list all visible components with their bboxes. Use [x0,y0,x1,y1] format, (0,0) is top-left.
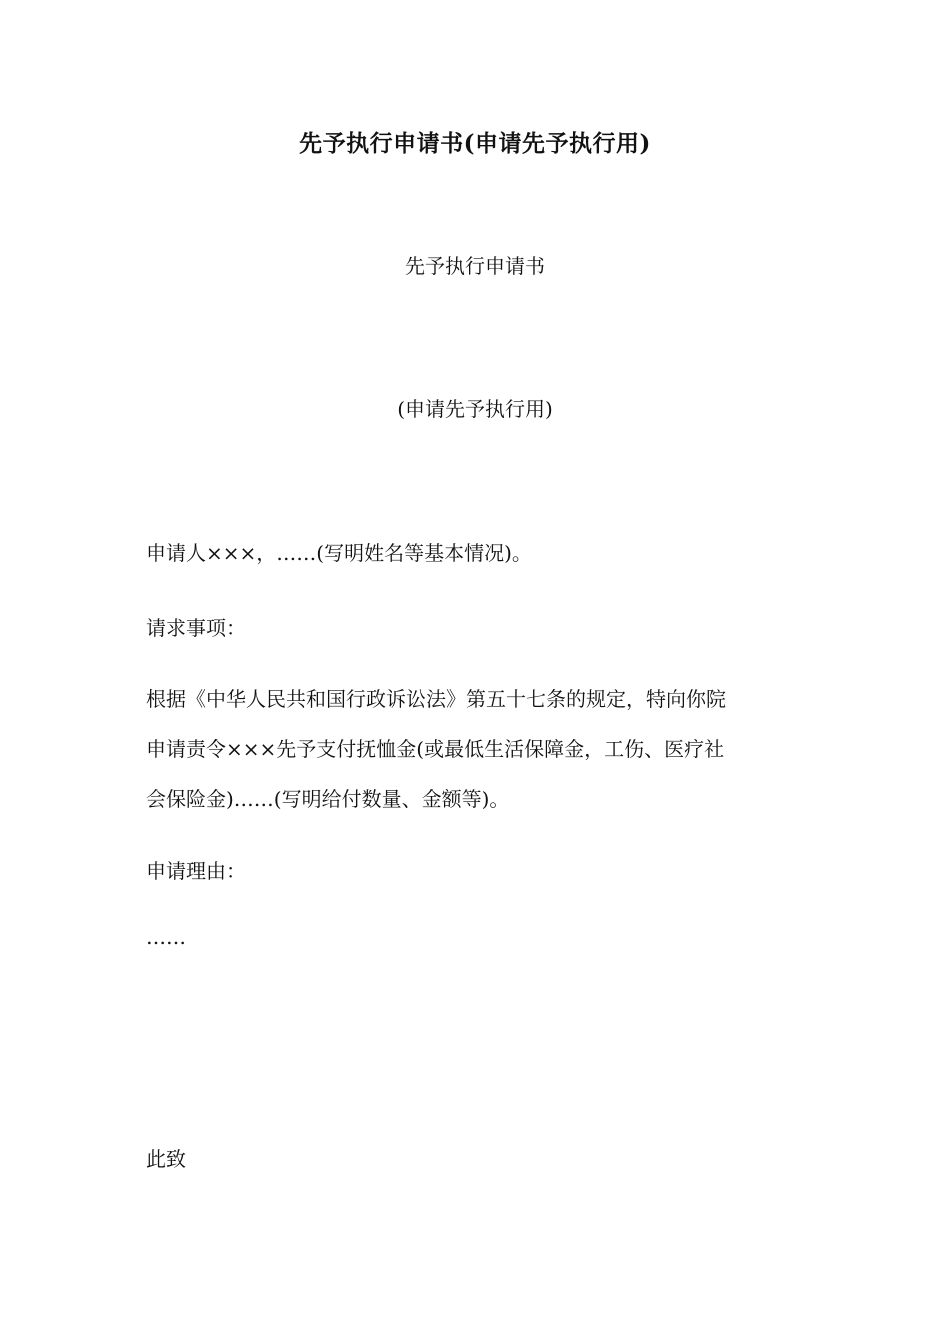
document-subtitle-note: (申请先予执行用) [397,397,553,421]
request-heading: 请求事项： [146,616,246,640]
reason-heading: 申请理由： [146,859,246,883]
request-body-line: 会保险金)……(写明给付数量、金额等)。 [146,787,510,811]
reason-body: …… [146,925,186,949]
request-body-line: 申请责令×××先予支付抚恤金(或最低生活保障金，工伤、医疗社 [146,737,725,761]
document-subtitle: 先予执行申请书 [405,254,545,278]
request-body-line: 根据《中华人民共和国行政诉讼法》第五十七条的规定，特向你院 [146,687,726,711]
closing-line: 此致 [146,1147,186,1171]
applicant-line: 申请人×××，……(写明姓名等基本情况)。 [146,541,532,565]
document-title: 先予执行申请书(申请先予执行用) [299,130,651,157]
